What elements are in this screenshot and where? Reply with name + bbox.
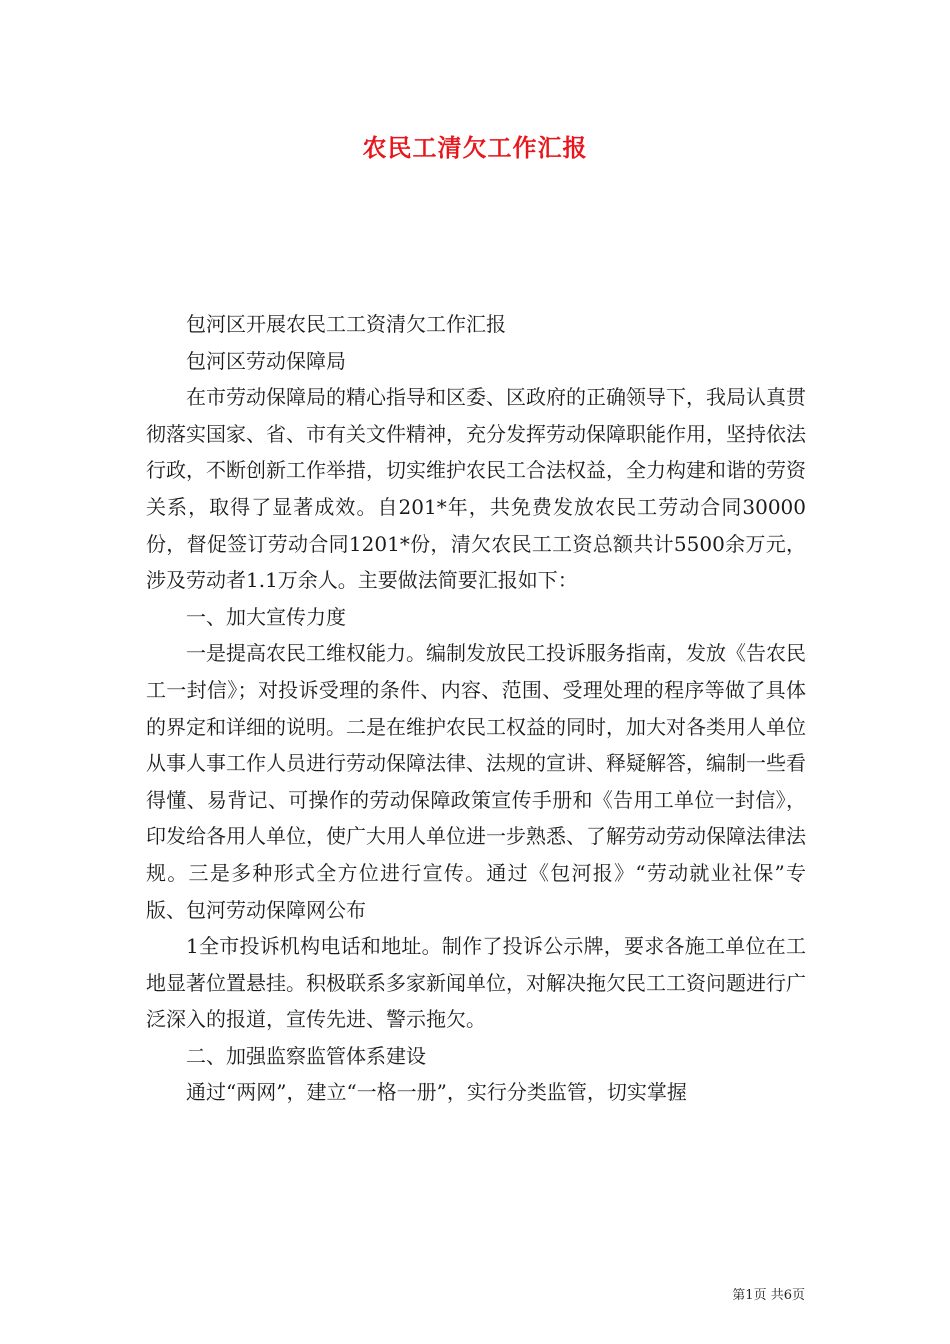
document-body — [146, 306, 806, 1111]
page-number-footer — [732, 1284, 805, 1303]
document-title: 农民工清欠工作汇报 — [362, 133, 588, 162]
section-heading-2: 二、加强监察监管体系建设 — [186, 1043, 426, 1068]
page-middle: 页 共 — [753, 1288, 784, 1303]
section-heading-1: 一、加大宣传力度 — [186, 604, 346, 629]
intro-paragraph: 在市劳动保障局的精心指导和区委、区政府的正确领导下，我局认真贯彻落实国家、省、市有关文件精神，充分发挥劳动保障职能作用，坚持依法行政，不断创新工作举措，切实维护农民工合法权益，全力构建和谐的劳资关系，取得了显著成效。自201*年，共免费发放农民工劳动合同30000份，督促签订劳动合同1201*份，清欠农民工工资总额共计5500余万元，涉及劳动者1.1万余人。主要做法简要汇报如下： — [146, 385, 806, 593]
page-current: 1 — [745, 1288, 754, 1303]
section-1-paragraph: 一是提高农民工维权能力。编制发放民工投诉服务指南，发放《告农民工一封信》；对投诉受理的条件、内容、范围、受理处理的程序等做了具体的界定和详细的说明。二是在维护农民工权益的同时，加大对各类用人单位从事人事工作人员进行劳动保障法律、法规的宣讲、释疑解答，编制一些看得懂、易背记、可操作的劳动保障政策宣传手册和《告用工单位一封信》，印发给各用人单位，使广大用人单位进一步熟悉、了解劳动劳动保障法律法规。三是多种形式全方位进行宣传。通过《包河报》“劳动就业社保”专版、包河劳动保障网公布 — [146, 641, 806, 922]
page-prefix: 第 — [732, 1288, 746, 1303]
section-1-continued-paragraph: 1全市投诉机构电话和地址。制作了投诉公示牌，要求各施工单位在工地显著位置悬挂。积极联系多家新闻单位，对解决拖欠民工工资问题进行广泛深入的报道，宣传先进、警示拖欠。 — [146, 934, 806, 1032]
subtitle-paragraph: 包河区开展农民工工资清欠工作汇报 — [186, 312, 506, 336]
page-suffix: 页 — [791, 1288, 805, 1303]
author-paragraph: 包河区劳动保障局 — [186, 348, 346, 373]
section-2-paragraph: 通过“两网”，建立“一格一册”，实行分类监管，切实掌握 — [186, 1080, 687, 1105]
page-total: 6 — [783, 1288, 792, 1303]
